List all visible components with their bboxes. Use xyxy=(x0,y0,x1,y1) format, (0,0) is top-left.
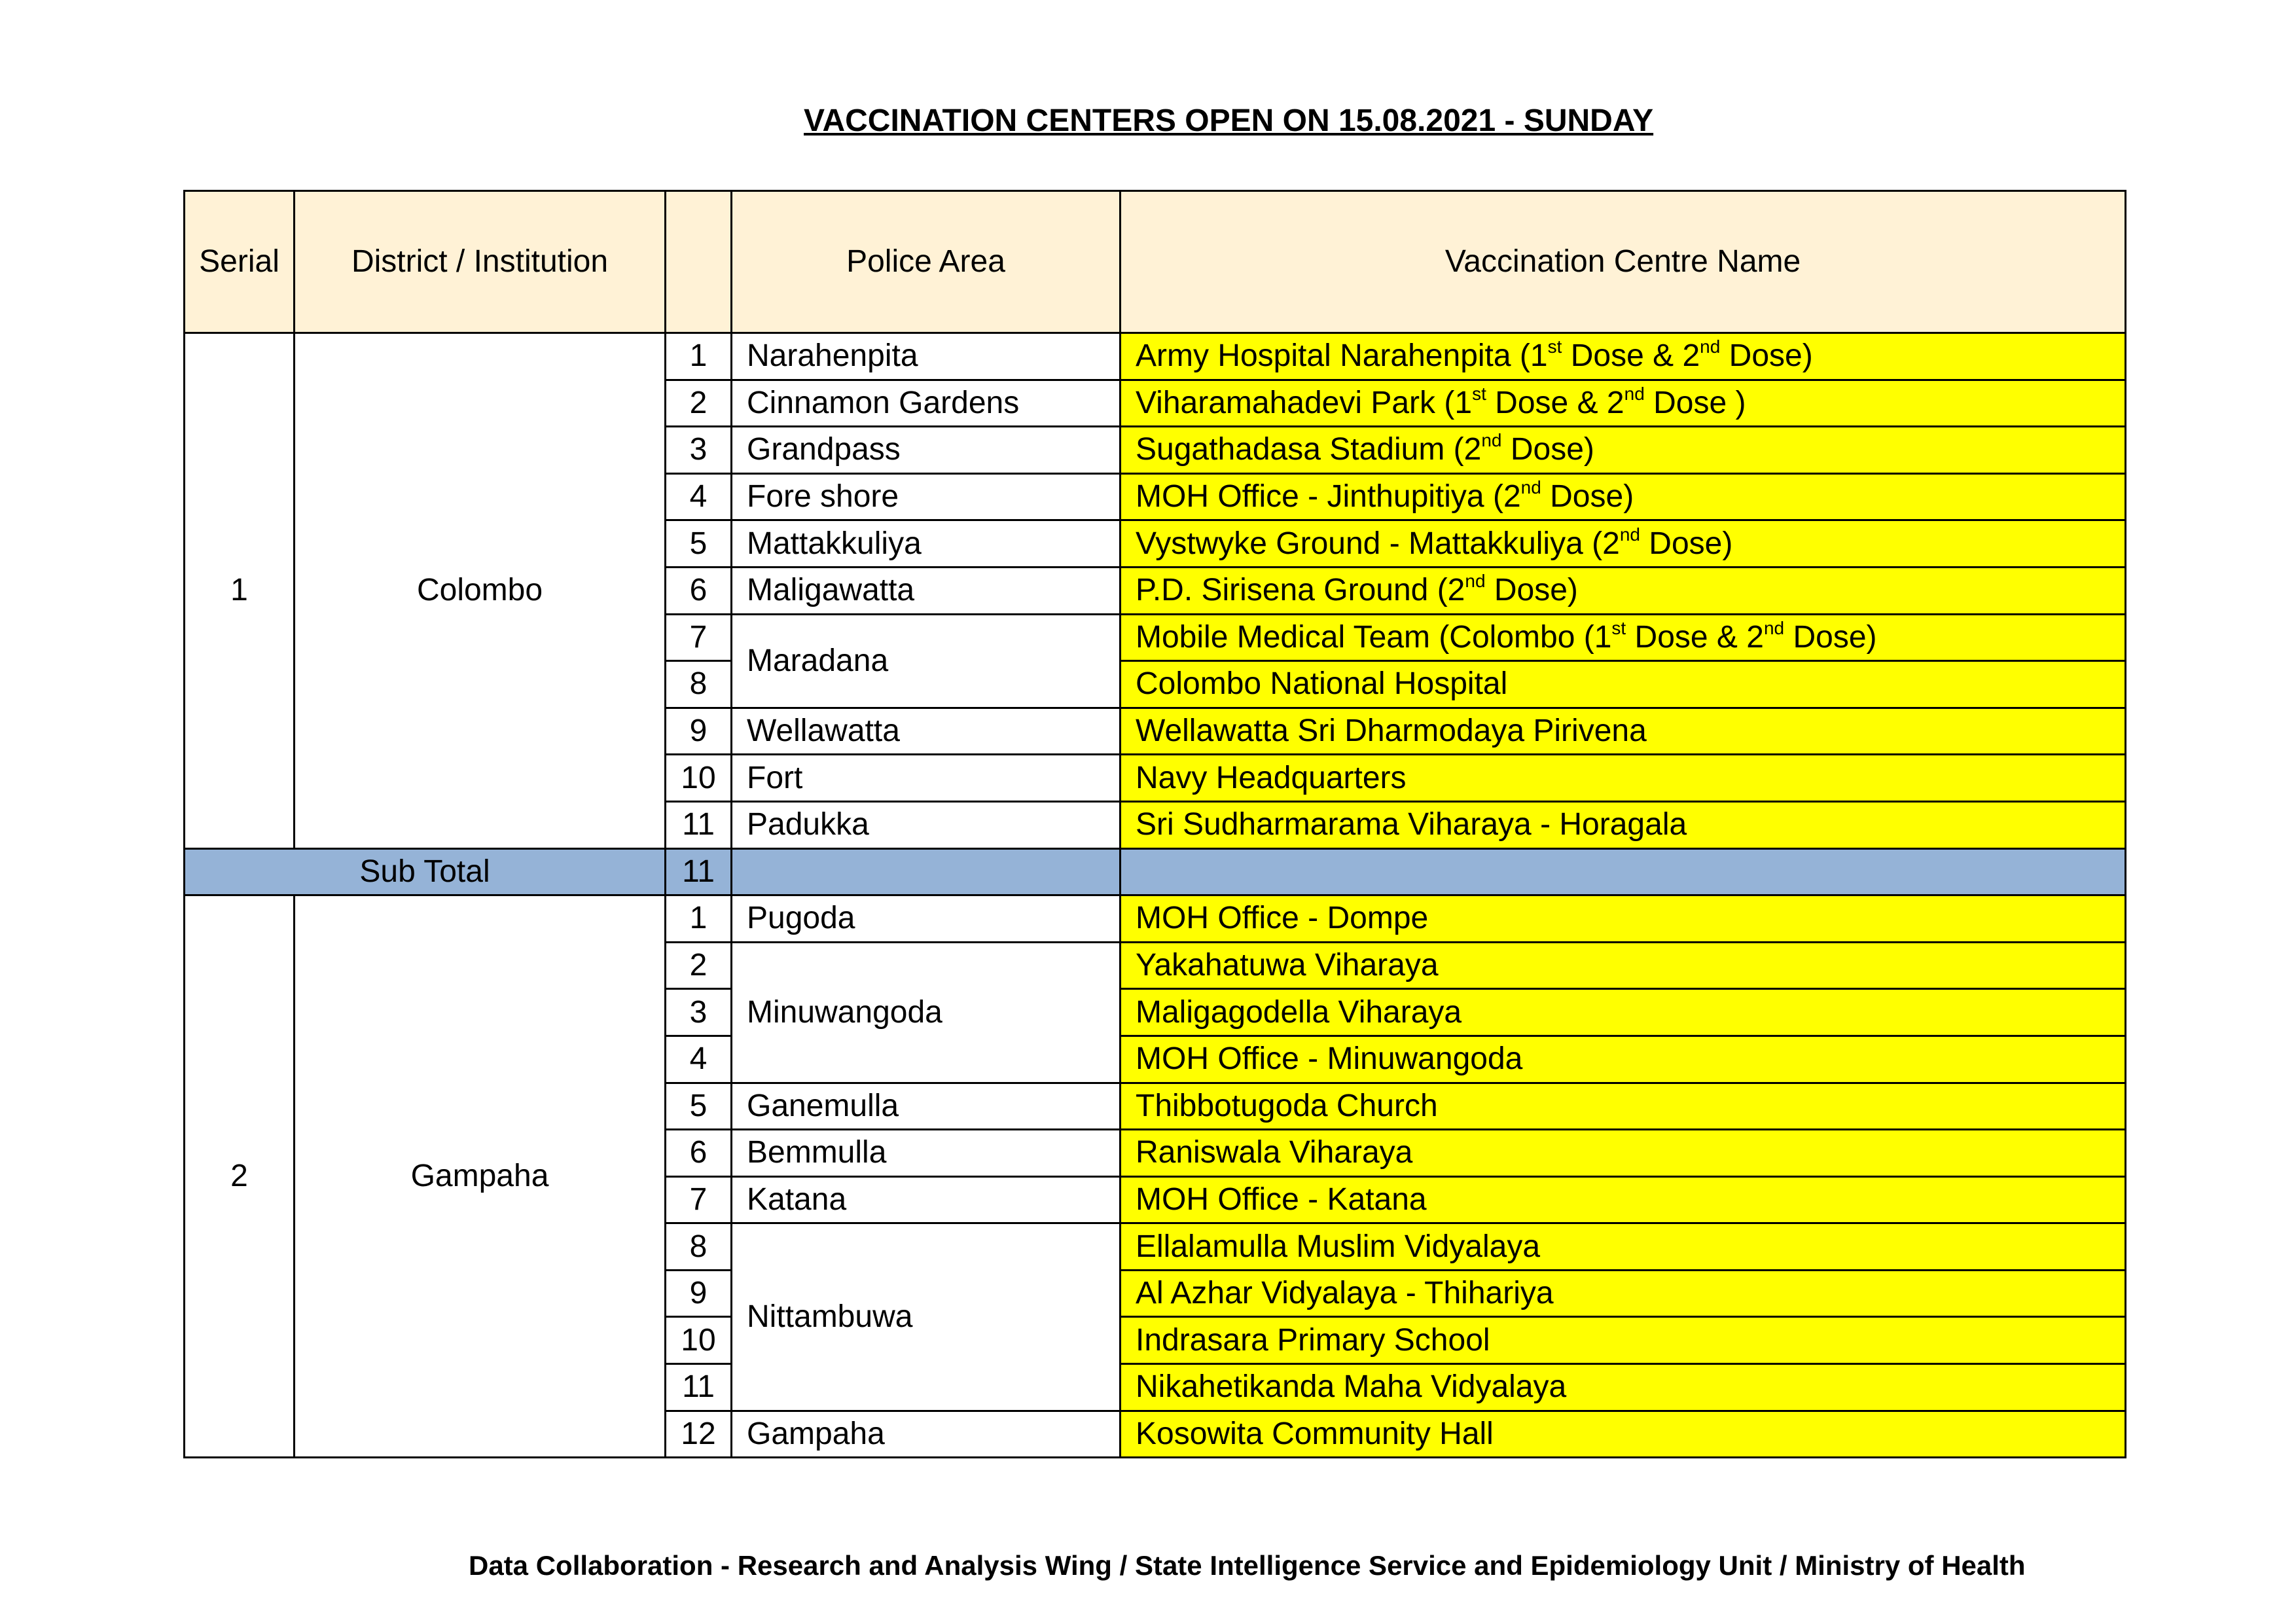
vaccination-centre-name: Vystwyke Ground - Mattakkuliya (2nd Dose) xyxy=(1121,520,2126,568)
row-number: 8 xyxy=(666,1223,732,1271)
police-area: Padukka xyxy=(732,801,1121,848)
police-area: Maligawatta xyxy=(732,567,1121,614)
gampaha-serial: 2 xyxy=(185,895,295,1458)
vaccination-centre-name: Sugathadasa Stadium (2nd Dose) xyxy=(1121,427,2126,474)
vaccination-centre-name: MOH Office - Jinthupitiya (2nd Dose) xyxy=(1121,473,2126,520)
police-area: Narahenpita xyxy=(732,333,1121,380)
police-area: Pugoda xyxy=(732,895,1121,943)
police-area: Fore shore xyxy=(732,473,1121,520)
row-number: 5 xyxy=(666,1083,732,1130)
row-number: 3 xyxy=(666,989,732,1036)
colombo-district: Colombo xyxy=(295,333,666,849)
row-number: 10 xyxy=(666,1317,732,1364)
ordinal-suffix: nd xyxy=(1624,383,1645,404)
header-number xyxy=(666,191,732,333)
vaccination-centre-name: MOH Office - Minuwangoda xyxy=(1121,1036,2126,1083)
header-serial: Serial xyxy=(185,191,295,333)
vaccination-centre-name: Nikahetikanda Maha Vidyalaya xyxy=(1121,1364,2126,1411)
vaccination-centre-name: Indrasara Primary School xyxy=(1121,1317,2126,1364)
subtotal-empty-centre xyxy=(1121,848,2126,895)
vaccination-centre-name: Viharamahadevi Park (1st Dose & 2nd Dose ) xyxy=(1121,380,2126,427)
ordinal-suffix: nd xyxy=(1481,430,1502,451)
vaccination-centre-name: P.D. Sirisena Ground (2nd Dose) xyxy=(1121,567,2126,614)
police-area: Bemmulla xyxy=(732,1130,1121,1177)
police-area: Nittambuwa xyxy=(732,1223,1121,1411)
vaccination-centres-table xyxy=(183,190,2126,1458)
header-police-area: Police Area xyxy=(732,191,1121,333)
header-centre-name: Vaccination Centre Name xyxy=(1121,191,2126,333)
row-number: 1 xyxy=(666,333,732,380)
row-number: 7 xyxy=(666,614,732,661)
row-number: 12 xyxy=(666,1411,732,1458)
ordinal-suffix: nd xyxy=(1763,617,1785,638)
table-row xyxy=(185,333,2126,380)
ordinal-suffix: nd xyxy=(1619,524,1640,545)
subtotal-value: 11 xyxy=(666,848,732,895)
vaccination-centre-name: Raniswala Viharaya xyxy=(1121,1130,2126,1177)
police-area: Cinnamon Gardens xyxy=(732,380,1121,427)
row-number: 10 xyxy=(666,755,732,802)
vaccination-centre-name: Mobile Medical Team (Colombo (1st Dose & 2nd Dose) xyxy=(1121,614,2126,661)
vaccination-centre-name: Navy Headquarters xyxy=(1121,755,2126,802)
row-number: 8 xyxy=(666,661,732,708)
row-number: 4 xyxy=(666,473,732,520)
row-number: 2 xyxy=(666,380,732,427)
police-area: Wellawatta xyxy=(732,708,1121,755)
police-area: Fort xyxy=(732,755,1121,802)
vaccination-centre-name: Yakahatuwa Viharaya xyxy=(1121,942,2126,989)
row-number: 5 xyxy=(666,520,732,568)
vaccination-centre-name: Kosowita Community Hall xyxy=(1121,1411,2126,1458)
row-number: 6 xyxy=(666,1130,732,1177)
ordinal-suffix: nd xyxy=(1520,477,1541,498)
ordinal-suffix: st xyxy=(1547,336,1562,357)
vaccination-centre-name: MOH Office - Dompe xyxy=(1121,895,2126,943)
vaccination-centre-name: Al Azhar Vidyalaya - Thihariya xyxy=(1121,1270,2126,1317)
police-area: Gampaha xyxy=(732,1411,1121,1458)
footer-credit: Data Collaboration - Research and Analysis Wing / State Intelligence Service and Epidemiology Unit / Ministry of Health xyxy=(469,1550,2026,1581)
row-number: 7 xyxy=(666,1176,732,1223)
vaccination-centre-name: MOH Office - Katana xyxy=(1121,1176,2126,1223)
police-area: Grandpass xyxy=(732,427,1121,474)
page-title: VACCINATION CENTERS OPEN ON 15.08.2021 - SUNDAY xyxy=(804,103,1654,138)
row-number: 1 xyxy=(666,895,732,943)
vaccination-centre-name: Ellalamulla Muslim Vidyalaya xyxy=(1121,1223,2126,1271)
police-area: Mattakkuliya xyxy=(732,520,1121,568)
ordinal-suffix: st xyxy=(1611,617,1626,638)
police-area: Katana xyxy=(732,1176,1121,1223)
row-number: 2 xyxy=(666,942,732,989)
subtotal-row xyxy=(185,848,2126,895)
police-area: Ganemulla xyxy=(732,1083,1121,1130)
table-row xyxy=(185,895,2126,943)
police-area: Maradana xyxy=(732,614,1121,708)
table-header-row xyxy=(185,191,2126,333)
header-district: District / Institution xyxy=(295,191,666,333)
vaccination-centre-name: Maligagodella Viharaya xyxy=(1121,989,2126,1036)
vaccination-centre-name: Wellawatta Sri Dharmodaya Pirivena xyxy=(1121,708,2126,755)
gampaha-district: Gampaha xyxy=(295,895,666,1458)
row-number: 9 xyxy=(666,1270,732,1317)
vaccination-centre-name: Colombo National Hospital xyxy=(1121,661,2126,708)
row-number: 11 xyxy=(666,1364,732,1411)
vaccination-centre-name: Sri Sudharmarama Viharaya - Horagala xyxy=(1121,801,2126,848)
row-number: 9 xyxy=(666,708,732,755)
police-area: Minuwangoda xyxy=(732,942,1121,1083)
subtotal-label: Sub Total xyxy=(185,848,666,895)
vaccination-centre-name: Thibbotugoda Church xyxy=(1121,1083,2126,1130)
ordinal-suffix: st xyxy=(1472,383,1486,404)
colombo-serial: 1 xyxy=(185,333,295,849)
row-number: 3 xyxy=(666,427,732,474)
ordinal-suffix: nd xyxy=(1700,336,1721,357)
row-number: 4 xyxy=(666,1036,732,1083)
row-number: 6 xyxy=(666,567,732,614)
subtotal-empty-police xyxy=(732,848,1121,895)
row-number: 11 xyxy=(666,801,732,848)
ordinal-suffix: nd xyxy=(1465,571,1486,592)
vaccination-centre-name: Army Hospital Narahenpita (1st Dose & 2nd Dose) xyxy=(1121,333,2126,380)
